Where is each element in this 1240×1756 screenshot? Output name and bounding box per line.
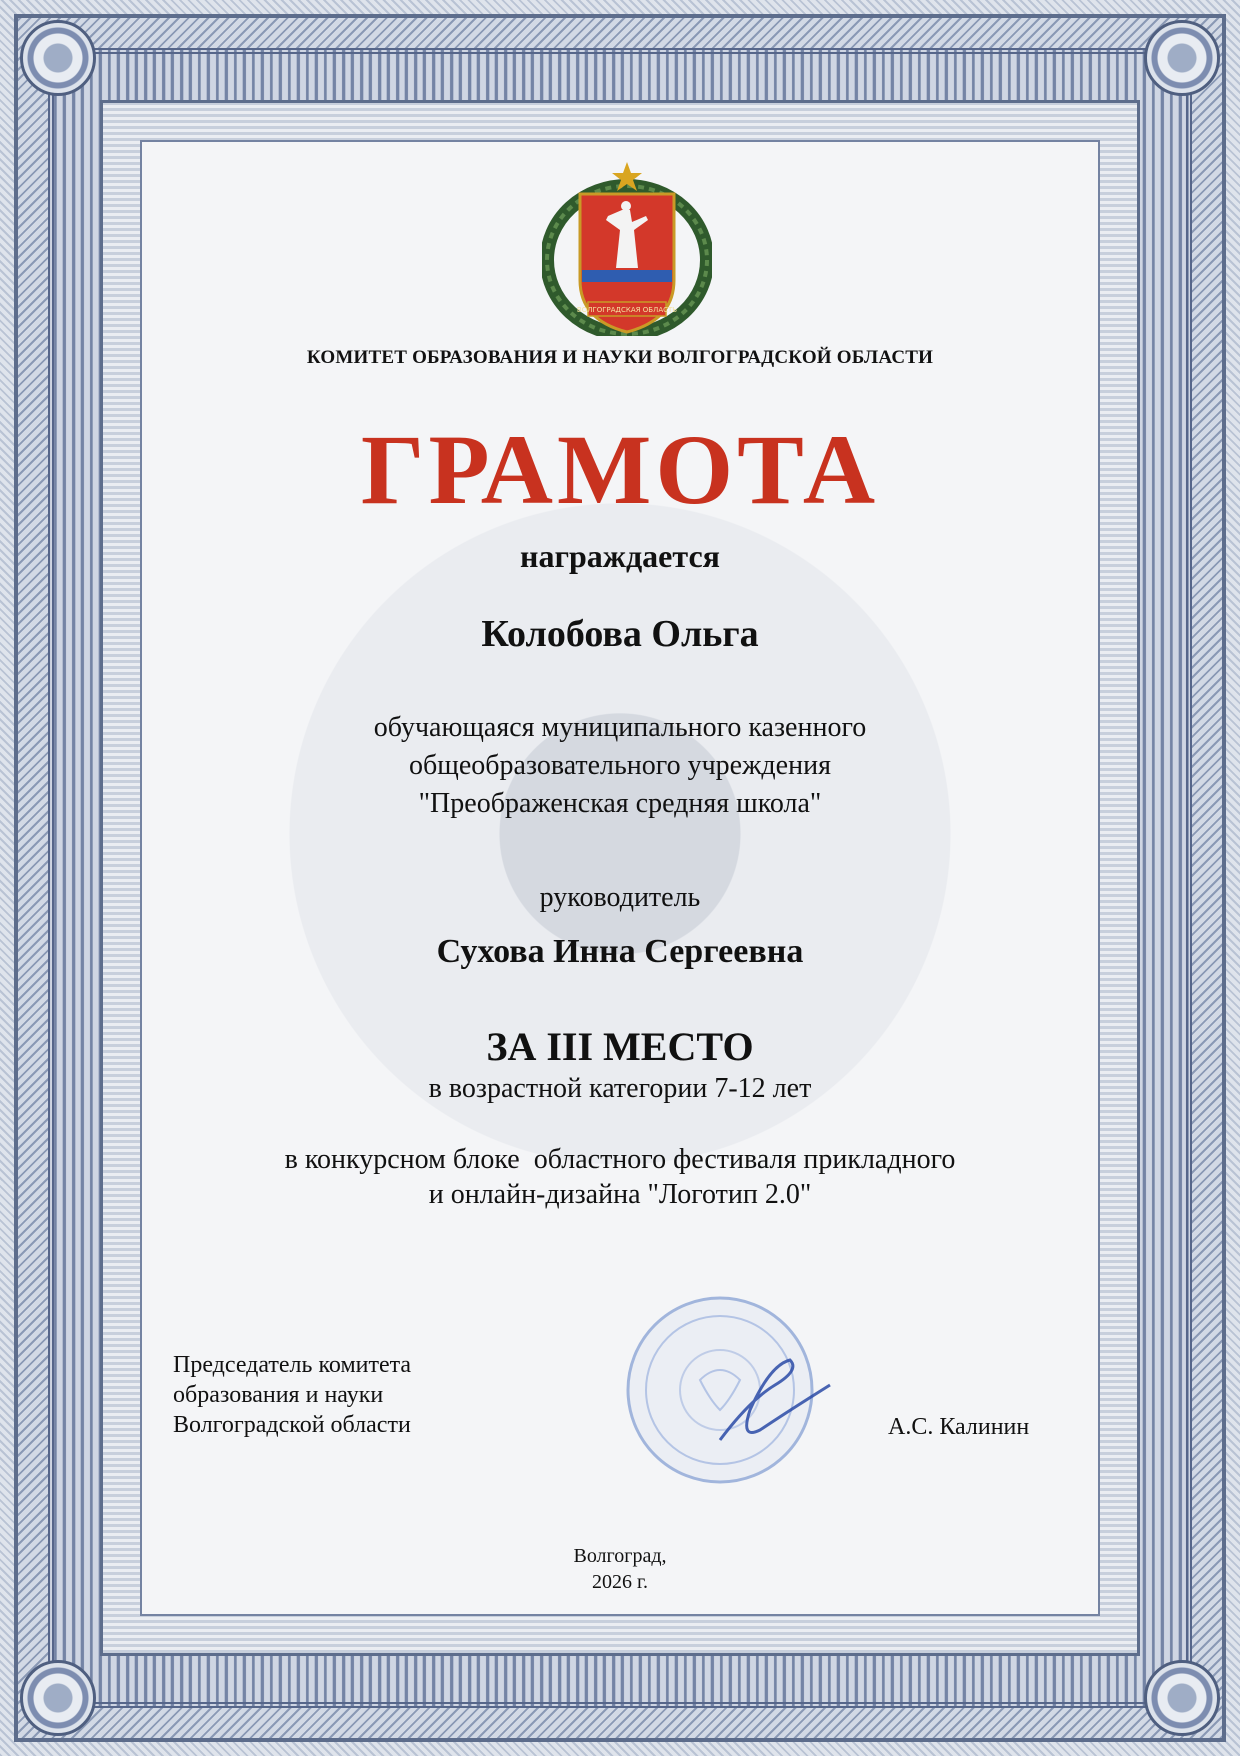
emblem-caption: ВОЛГОГРАДСКАЯ ОБЛАСТЬ: [576, 306, 678, 314]
contest-line: и онлайн-дизайна "Логотип 2.0": [428, 1179, 812, 1210]
organization-line: обучающаяся муниципального казенного: [373, 712, 867, 743]
corner-ornament: [1144, 1660, 1220, 1736]
city-name: Волгоград,: [573, 1545, 667, 1567]
issue-year: 2026 г.: [592, 1571, 648, 1593]
organization-line: "Преображенская средняя школа": [418, 788, 822, 819]
signatory-line: образования и науки: [173, 1382, 384, 1408]
mentor-label: руководитель: [539, 882, 701, 913]
committee-name: КОМИТЕТ ОБРАЗОВАНИЯ И НАУКИ ВОЛГОГРАДСКОЙ ОБЛАСТИ: [306, 347, 934, 368]
organization-block: [0, 709, 1240, 823]
signatory-line: Волгоградской области: [173, 1412, 411, 1438]
organization-line: общеобразовательного учреждения: [409, 750, 831, 781]
age-category: в возрастной категории 7-12 лет: [428, 1073, 812, 1104]
signatory-line: Председатель комитета: [173, 1352, 412, 1378]
contest-line: в конкурсном блоке областного фестиваля прикладного: [284, 1144, 956, 1175]
coat-of-arms-icon: [542, 160, 712, 336]
signatory-name: А.С. Калинин: [888, 1414, 1030, 1440]
place-and-year: [0, 1543, 1240, 1595]
awarded-label: награждается: [520, 538, 720, 574]
corner-ornament: [1144, 20, 1220, 96]
corner-ornament: [20, 1660, 96, 1736]
recipient-name: Колобова Ольга: [481, 613, 759, 655]
signatory-title: [173, 1350, 411, 1440]
corner-ornament: [20, 20, 96, 96]
award-place: ЗА III МЕСТО: [486, 1024, 754, 1069]
mentor-name: Сухова Инна Сергеевна: [436, 933, 804, 970]
official-stamp-icon: [600, 1290, 860, 1490]
contest-block: [0, 1142, 1240, 1212]
certificate-title: ГРАМОТА: [360, 414, 880, 525]
